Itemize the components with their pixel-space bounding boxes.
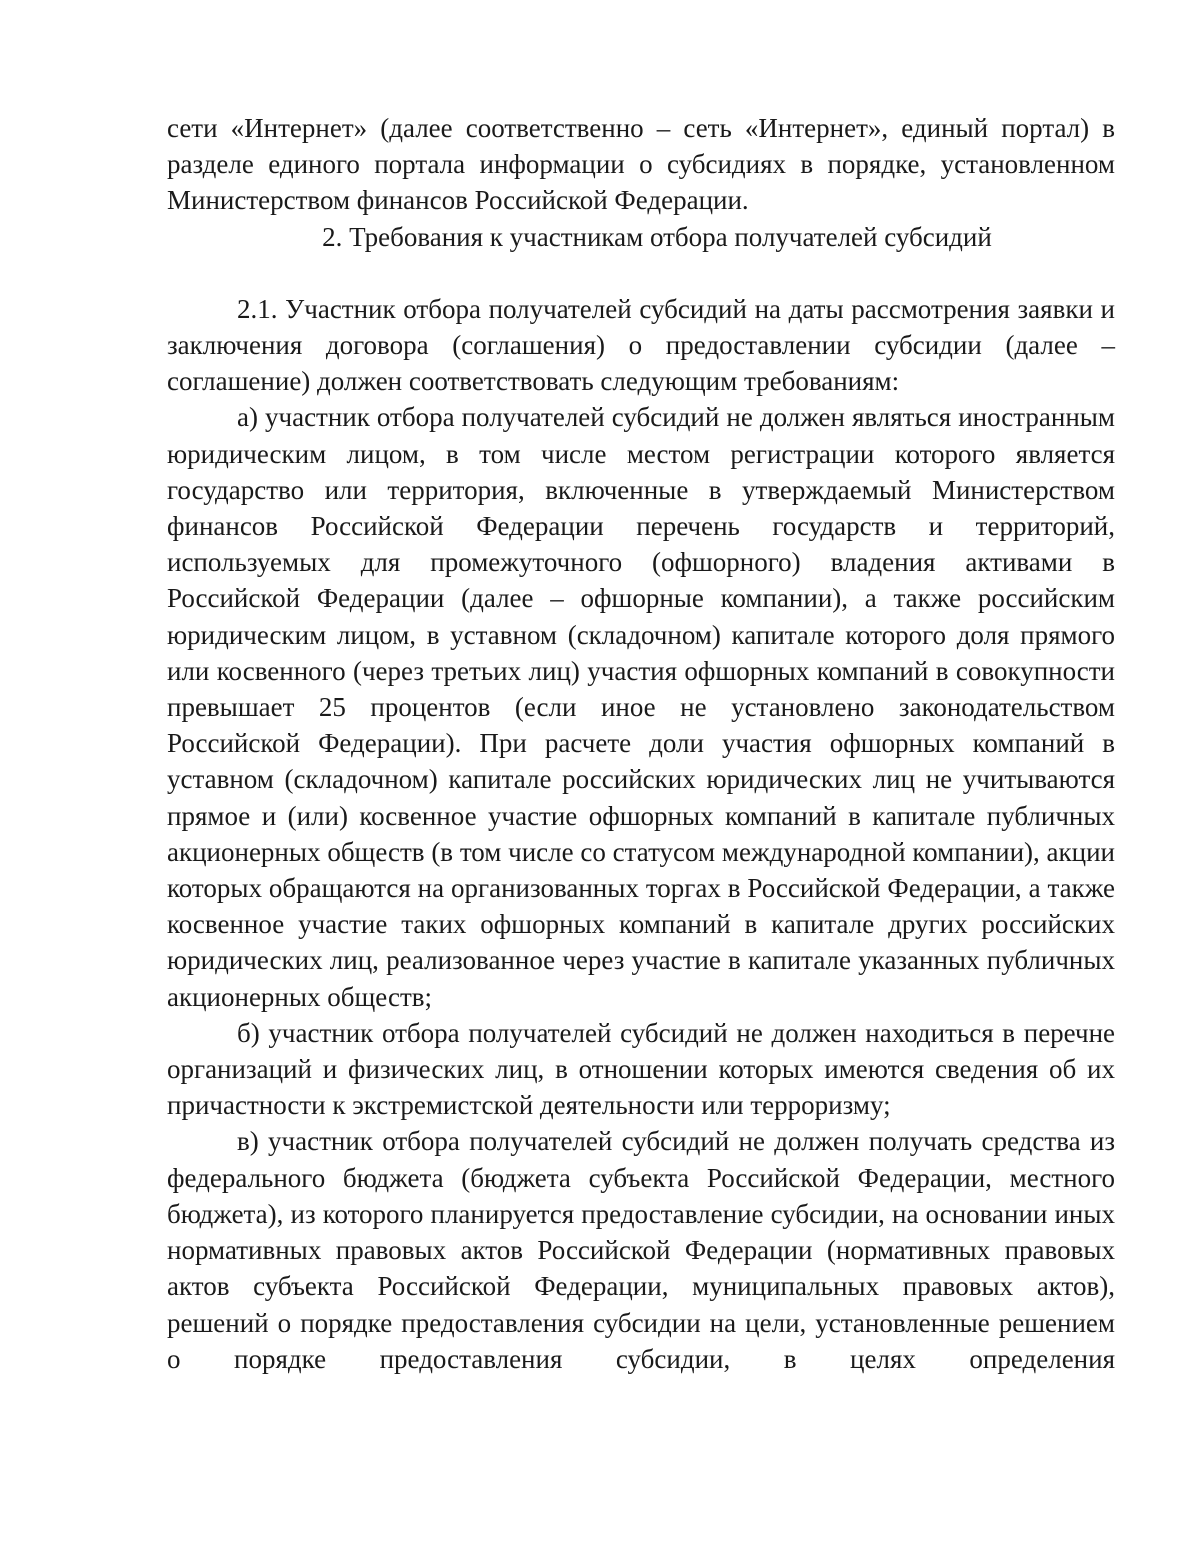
- paragraph-b: б) участник отбора получателей субсидий не должен находиться в перечне организаций и физических лиц, в отношении которых имеются сведения об их причастности к экстремистской деятельности или терроризму;: [167, 1017, 1115, 1121]
- paragraph-2-1: 2.1. Участник отбора получателей субсидий на даты рассмотрения заявки и заключения договора (соглашения) о предоставлении субсидии (далее – соглашение) должен соответствовать следующим требованиям:: [167, 293, 1115, 397]
- section-heading: 2. Требования к участникам отбора получателей субсидий: [322, 221, 992, 252]
- paragraph-intro: сети «Интернет» (далее соответственно – сеть «Интернет», единый портал) в разделе единого портала информации о субсидиях в порядке, установленном Министерством финансов Российской Федерации.: [167, 113, 1115, 216]
- blank-line: [167, 255, 1115, 291]
- document-body: [167, 110, 1115, 1377]
- paragraph-v: в) участник отбора получателей субсидий не должен получать средства из федерального бюджета (бюджета субъекта Российской Федерации, местного бюджета), из которого планируется предоставление субсидии, на основании иных нормативных правовых актов Российской Федерации (нормативных правовых актов субъекта Российской Федерации, муниципальных правовых актов), решений о порядке предоставления субсидии на цели, установленные решением о порядке предоставления субсидии, в целях определения: [167, 1126, 1115, 1374]
- paragraph-a: а) участник отбора получателей субсидий не должен являться иностранным юридическим лицом, в том числе местом регистрации которого является государство или территория, включенные в утверждаемый Министерством финансов Российской Федерации перечень государств и территорий, используемых для промежуточного (офшорного) владения активами в Российской Федерации (далее – офшорные компании), а также российским юридическим лицом, в уставном (складочном) капитале которого доля прямого или косвенного (через третьих лиц) участия офшорных компаний в совокупности превышает 25 процентов (если иное не установлено законодательством Российской Федерации). При расчете доли участия офшорных компаний в уставном (складочном) капитале российских юридических лиц не учитываются прямое и (или) косвенное участие офшорных компаний в капитале публичных акционерных обществ (в том числе со статусом международной компании), акции которых обращаются на организованных торгах в Российской Федерации, а также косвенное участие таких офшорных компаний в капитале других российских юридических лиц, реализованное через участие в капитале указанных публичных акционерных обществ;: [167, 402, 1115, 1012]
